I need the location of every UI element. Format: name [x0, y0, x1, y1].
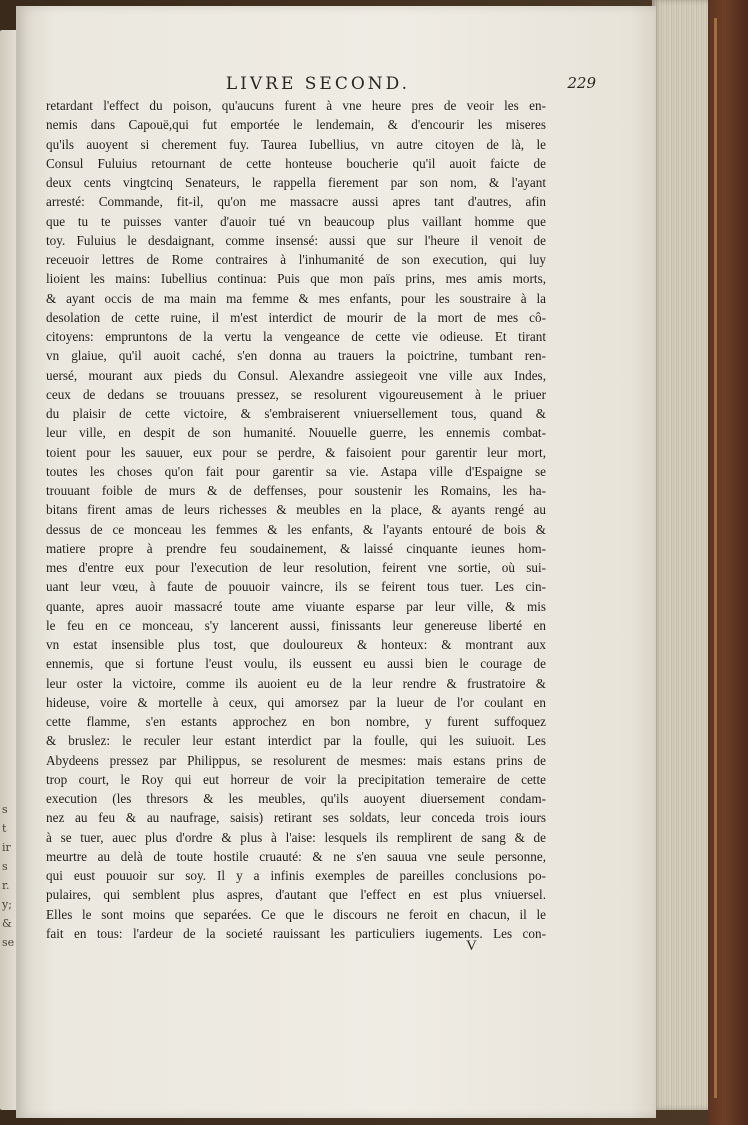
text-line: à se tuer, auec plus d'ordre & plus à l'aise: lesquels ils remplirent de sang & de: [46, 829, 546, 845]
previous-page-mark: r.: [2, 879, 10, 892]
previous-page-mark: ir: [2, 841, 11, 854]
text-line: quante, apres auoir massacré toute ame viuante esparse par leur ville, & mis: [46, 598, 546, 614]
previous-page-mark: y;: [2, 898, 12, 911]
text-line: trouuant foible de murs & de deffenses, pour soustenir les Romains, les ha-: [46, 483, 546, 498]
previous-page-mark: s: [2, 860, 8, 873]
text-line: & ayant occis de ma main ma femme & mes enfants, pour les soustraire à la: [46, 290, 546, 306]
text-line: arresté: Commande, fit-il, qu'on me massacre aussi apres tant d'autres, afin: [46, 194, 546, 210]
text-line: fait en tous: l'ardeur de la societé rauissant les particuliers iugements. Les con-: [46, 925, 546, 941]
text-line: citoyens: empruntons de la vertu la vengeance de cette vie odieuse. Et tirant: [46, 329, 546, 344]
previous-page-mark: s: [2, 803, 8, 816]
text-line: uant leur vœu, à faute de pouuoir vaincre, ils se feirent tous tuer. Les cin-: [46, 579, 546, 595]
text-line: du plaisir de cette victoire, & s'embraiserent vniuersellement tous, quand &: [46, 406, 546, 421]
body-text: [46, 96, 546, 943]
page-number: 229: [567, 74, 596, 92]
text-line: retardant l'effect du poison, qu'aucuns furent à vne heure pres de veoir les en-: [46, 98, 546, 113]
book-page-edges: [652, 0, 712, 1110]
signature-mark: V: [466, 938, 477, 954]
text-line: ennemis, que si fortune l'eust voulu, ils eussent eu aussi bien le courage de: [46, 656, 546, 672]
text-line: Abydeens pressez par Philippus, se resolurent de mesmes: mais estans prins de: [46, 752, 546, 768]
previous-page-marks: [2, 800, 16, 952]
text-line: dessus de ce monceau les femmes & les enfants, & l'ayants entouré de bois &: [46, 521, 546, 537]
text-line: vn glaiue, qu'il auoit caché, s'en donna au trauers la poictrine, tumbant ren-: [46, 348, 546, 364]
text-line: & bruslez: le reculer leur estant interdict par la foulle, qui les suiuoit. Les: [46, 733, 546, 749]
text-line: matiere propre à prendre feu soudainement, & laissé cinquante ieunes hom-: [46, 540, 546, 556]
cover-gilt-line: [714, 18, 717, 1098]
text-line: leur oster la victoire, comme ils auoient eu de la leur rendre & frustratoire &: [46, 675, 546, 691]
text-line: mes d'entre eux pour l'execution de leur resolution, feirent vne sortie, où sui-: [46, 560, 546, 575]
text-line: receuoir lettres de Rome contraires à l'inhumanité de son execution, qui luy: [46, 252, 546, 267]
text-line: pulaires, qui semblent plus aspres, d'autant que l'effect en est plus vniuersel.: [46, 887, 546, 903]
text-line: Elles le sont moins que separées. Ce que le discours ne feroit en chacun, il le: [46, 906, 546, 922]
text-line: Consul Fuluius retournant de cette honteuse boucherie qu'il auoit faicte de: [46, 155, 546, 171]
text-line: trop court, le Roy qui eut horreur de voir la precipitation temeraire de cette: [46, 771, 546, 787]
text-line: lioient les mains: Iubellius continua: Puis que mon païs prins, mes amis morts,: [46, 271, 546, 287]
text-line: toy. Fuluius le desdaignant, comme insensé: aussi que sur l'heure il venoit de: [46, 232, 546, 248]
text-line: execution (les thresors & les meubles, qu'ils auoyent diuersement condam-: [46, 791, 546, 806]
text-line: toutes les choses qu'on fait pour garentir sa vie. Astapa ville d'Espaigne se: [46, 463, 546, 479]
running-title: LIVRE SECOND.: [225, 74, 411, 94]
text-line: toient pour les sauuer, eux pour se perdre, & faisoient pour garentir leur mort,: [46, 444, 546, 460]
text-line: uersé, mourant aux pieds du Consul. Alexandre assiegeoit vne ville aux Indes,: [46, 367, 546, 383]
previous-page-mark: se: [2, 936, 15, 949]
text-line: qu'ils auoyent si cherement fuy. Taurea Iubellius, vn autre citoyen de là, le: [46, 136, 546, 152]
text-line: le feu en ce monceau, s'y lancerent aussi, finissants leur genereuse liberté en: [46, 617, 546, 633]
text-line: deux cents vingtcinq Senateurs, le rappella fierement par son nom, & l'ayant: [46, 175, 546, 190]
text-line: ceux de dedans se trouuans pressez, se resolurent vigoureusement à le priuer: [46, 386, 546, 402]
previous-page-mark: t: [2, 822, 7, 835]
text-line: vn estat insensible plus tost, que douloureux & honteux: & montrant aux: [46, 637, 546, 652]
text-line: cette flamme, s'en estants approchez en bon nombre, y furent suffoquez: [46, 714, 546, 729]
text-line: meurtre au delà de toute hostile cruauté: & ne s'en sauua vne seule personne,: [46, 848, 546, 864]
text-line: leur ville, en despit de son humanité. Nouuelle guerre, les ennemis combat-: [46, 425, 546, 441]
text-line: bitans firent amas de leurs richesses & meubles en la place, & ayants rengé au: [46, 502, 546, 518]
text-line: desolation de cette ruine, il m'est interdict de mourir de la mort de mes cô-: [46, 309, 546, 325]
text-line: qui eust pouuoir sur soy. Il y a infinis exemples de pareilles conclusions po-: [46, 868, 546, 883]
page-header: [40, 74, 596, 98]
text-line: hideuse, voire & mortelle à ceux, qui amorsez par la lueur de l'or coulant en: [46, 694, 546, 710]
text-line: nez au feu & au naufrage, saisis) retirant ses soldats, leur conceda trois iours: [46, 810, 546, 826]
text-line: que tu te puisses vanter d'auoir tué vn beaucoup plus vaillant homme que: [46, 213, 546, 229]
previous-page-mark: &: [2, 917, 12, 930]
text-line: nemis dans Capouë,qui fut emportée le lendemain, & d'encourir les miseres: [46, 117, 546, 133]
